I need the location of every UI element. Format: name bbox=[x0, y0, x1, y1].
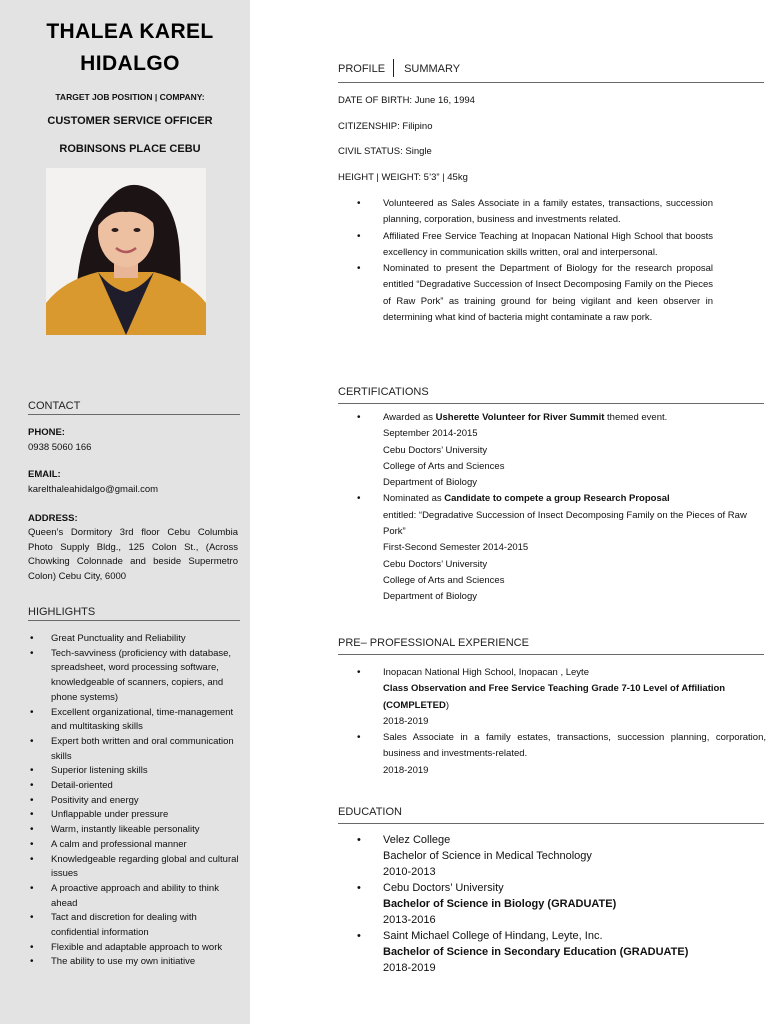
phone-value[interactable]: 0938 5060 166 bbox=[28, 442, 92, 453]
cert-department: Department of Biology bbox=[383, 591, 477, 603]
cert-college: College of Arts and Sciences bbox=[383, 574, 505, 586]
degree: Bachelor of Science in Biology (GRADUATE) bbox=[383, 898, 617, 910]
experience-year: 2018-2019 bbox=[383, 715, 429, 727]
highlight-item: • Tech-savviness (proficiency with database, spreadsheet, word processing software, knowledgeable of scanners, copiers, and phone systems) bbox=[28, 647, 240, 706]
experience-list bbox=[356, 665, 766, 779]
main-content bbox=[250, 0, 768, 1024]
heading-divider bbox=[393, 59, 394, 77]
target-position-label: TARGET JOB POSITION | COMPANY: bbox=[55, 92, 205, 102]
profile-summary-heading bbox=[338, 59, 764, 83]
cert-text: entitled: “Degradative Succession of Insect Decomposing Family on the Pieces of Raw Pork” bbox=[383, 509, 747, 538]
highlight-item: • Detail-oriented bbox=[28, 779, 240, 794]
certifications-list bbox=[356, 410, 766, 606]
profile-photo bbox=[46, 168, 206, 335]
certifications-heading: CERTIFICATIONS bbox=[338, 386, 764, 404]
highlight-item: • Warm, instantly likeable personality bbox=[28, 823, 240, 838]
cert-institution: Cebu Doctors’ University bbox=[383, 444, 488, 456]
experience-item: • Inopacan National High School, Inopacan , Leyte Class Observation and Free Service Teaching Grade 7-10 Level of Affiliation (COMPLETED) 2018-2019 bbox=[356, 665, 766, 730]
school-name: • Cebu Doctors’ University bbox=[383, 882, 504, 894]
experience-title: Class Observation and Free Service Teaching Grade 7-10 Level of Affiliation (COMPLETED bbox=[383, 683, 726, 711]
education-years: 2013-2016 bbox=[383, 914, 436, 926]
certification-item bbox=[356, 491, 766, 605]
target-company: ROBINSONS PLACE CEBU bbox=[59, 143, 201, 155]
highlight-item: • A proactive approach and ability to think ahead bbox=[28, 882, 240, 911]
name-first-line: THALEA KAREL bbox=[46, 20, 214, 43]
degree: Bachelor of Science in Medical Technology bbox=[383, 850, 592, 862]
highlight-item: • Flexible and adaptable approach to work bbox=[28, 941, 240, 956]
profile-bullets bbox=[356, 196, 713, 326]
citizenship: CITIZENSHIP: Filipino bbox=[338, 121, 433, 132]
height-weight: HEIGHT | WEIGHT: 5’3” | 45kg bbox=[338, 172, 468, 183]
target-position: CUSTOMER SERVICE OFFICER bbox=[47, 115, 213, 127]
experience-heading: PRE– PROFESSIONAL EXPERIENCE bbox=[338, 637, 764, 655]
cert-title: Candidate to compete a group Research Proposal bbox=[444, 493, 670, 505]
cert-date: First-Second Semester 2014-2015 bbox=[383, 542, 529, 554]
name-second-line: HIDALGO bbox=[80, 52, 180, 75]
cert-date: September 2014-2015 bbox=[383, 428, 478, 440]
email-label: EMAIL: bbox=[28, 469, 61, 480]
profile-bullet: • Affiliated Free Service Teaching at Inopacan National High School that boosts excellency in communication skills written, oral and interpersonal. bbox=[356, 229, 713, 262]
highlight-item: • Tact and discretion for dealing with confidential information bbox=[28, 911, 240, 940]
highlight-item: • Expert both written and oral communication skills bbox=[28, 735, 240, 764]
school-name: • Saint Michael College of Hindang, Leyte, Inc. bbox=[383, 930, 603, 942]
experience-description: Sales Associate in a family estates, transactions, succession planning, corporation, business and investments-related. bbox=[383, 732, 766, 760]
education-years: 2018-2019 bbox=[383, 962, 436, 974]
cert-text: themed event. bbox=[604, 412, 668, 423]
cert-department: Department of Biology bbox=[383, 477, 477, 489]
date-of-birth: DATE OF BIRTH: June 16, 1994 bbox=[338, 95, 475, 106]
profile-bullet: • Nominated to present the Department of Biology for the research proposal entitled “Degradative Succession of Insect Decomposing Family on the Pieces of Raw Pork” as training ground for being vigilant and keen observer in determining what kind of bacteria might contaminate a raw pork. bbox=[356, 261, 713, 326]
highlights-heading: HIGHLIGHTS bbox=[28, 606, 240, 621]
certification-item bbox=[356, 410, 766, 491]
email-value[interactable]: karelthaleahidalgo@gmail.com bbox=[28, 484, 159, 495]
education-item bbox=[356, 928, 766, 976]
education-list bbox=[356, 832, 766, 976]
summary-heading: SUMMARY bbox=[404, 63, 461, 75]
school-name: • Velez College bbox=[383, 834, 451, 846]
education-item bbox=[356, 880, 766, 928]
cert-text: Awarded as bbox=[383, 412, 436, 423]
profile-photo-illustration bbox=[46, 168, 206, 335]
highlight-item: • Knowledgeable regarding global and cultural issues bbox=[28, 853, 240, 882]
highlight-item: • Unflappable under pressure bbox=[28, 808, 240, 823]
profile-heading: PROFILE bbox=[338, 63, 386, 75]
highlight-item: • The ability to use my own initiative bbox=[28, 955, 240, 970]
profile-bullet: • Volunteered as Sales Associate in a family estates, transactions, succession planning, corporation, business and investments related. bbox=[356, 196, 713, 229]
civil-status: CIVIL STATUS: Single bbox=[338, 146, 432, 157]
sidebar bbox=[0, 0, 250, 1024]
address-value: Queen’s Dormitory 3rd floor Cebu Columbia Photo Supply Bldg., 125 Colon St., (Across Chowking Colonnade and beside Supermetro Colon) Cebu City, 6000 bbox=[28, 527, 238, 582]
education-item bbox=[356, 832, 766, 880]
cert-institution: Cebu Doctors’ University bbox=[383, 558, 488, 570]
experience-year: 2018-2019 bbox=[383, 764, 429, 776]
highlight-item: • Superior listening skills bbox=[28, 764, 240, 779]
highlight-item: • Positivity and energy bbox=[28, 794, 240, 809]
address-label: ADDRESS: bbox=[28, 513, 78, 524]
highlight-item: • A calm and professional manner bbox=[28, 838, 240, 853]
experience-item bbox=[356, 730, 766, 779]
education-years: 2010-2013 bbox=[383, 866, 436, 878]
education-heading: EDUCATION bbox=[338, 806, 764, 824]
cert-title: Usherette Volunteer for River Summit bbox=[435, 412, 605, 423]
cert-text: Nominated as bbox=[383, 493, 445, 505]
highlight-item: • Great Punctuality and Reliability bbox=[28, 632, 240, 647]
cert-college: College of Arts and Sciences bbox=[383, 460, 505, 472]
highlight-item: • Excellent organizational, time-management and multitasking skills bbox=[28, 706, 240, 735]
degree: Bachelor of Science in Secondary Education (GRADUATE) bbox=[383, 946, 689, 958]
phone-label: PHONE: bbox=[28, 427, 65, 438]
highlights-list bbox=[28, 632, 240, 970]
experience-place: • Inopacan National High School, Inopacan , Leyte bbox=[383, 667, 589, 678]
contact-heading: CONTACT bbox=[28, 400, 240, 415]
